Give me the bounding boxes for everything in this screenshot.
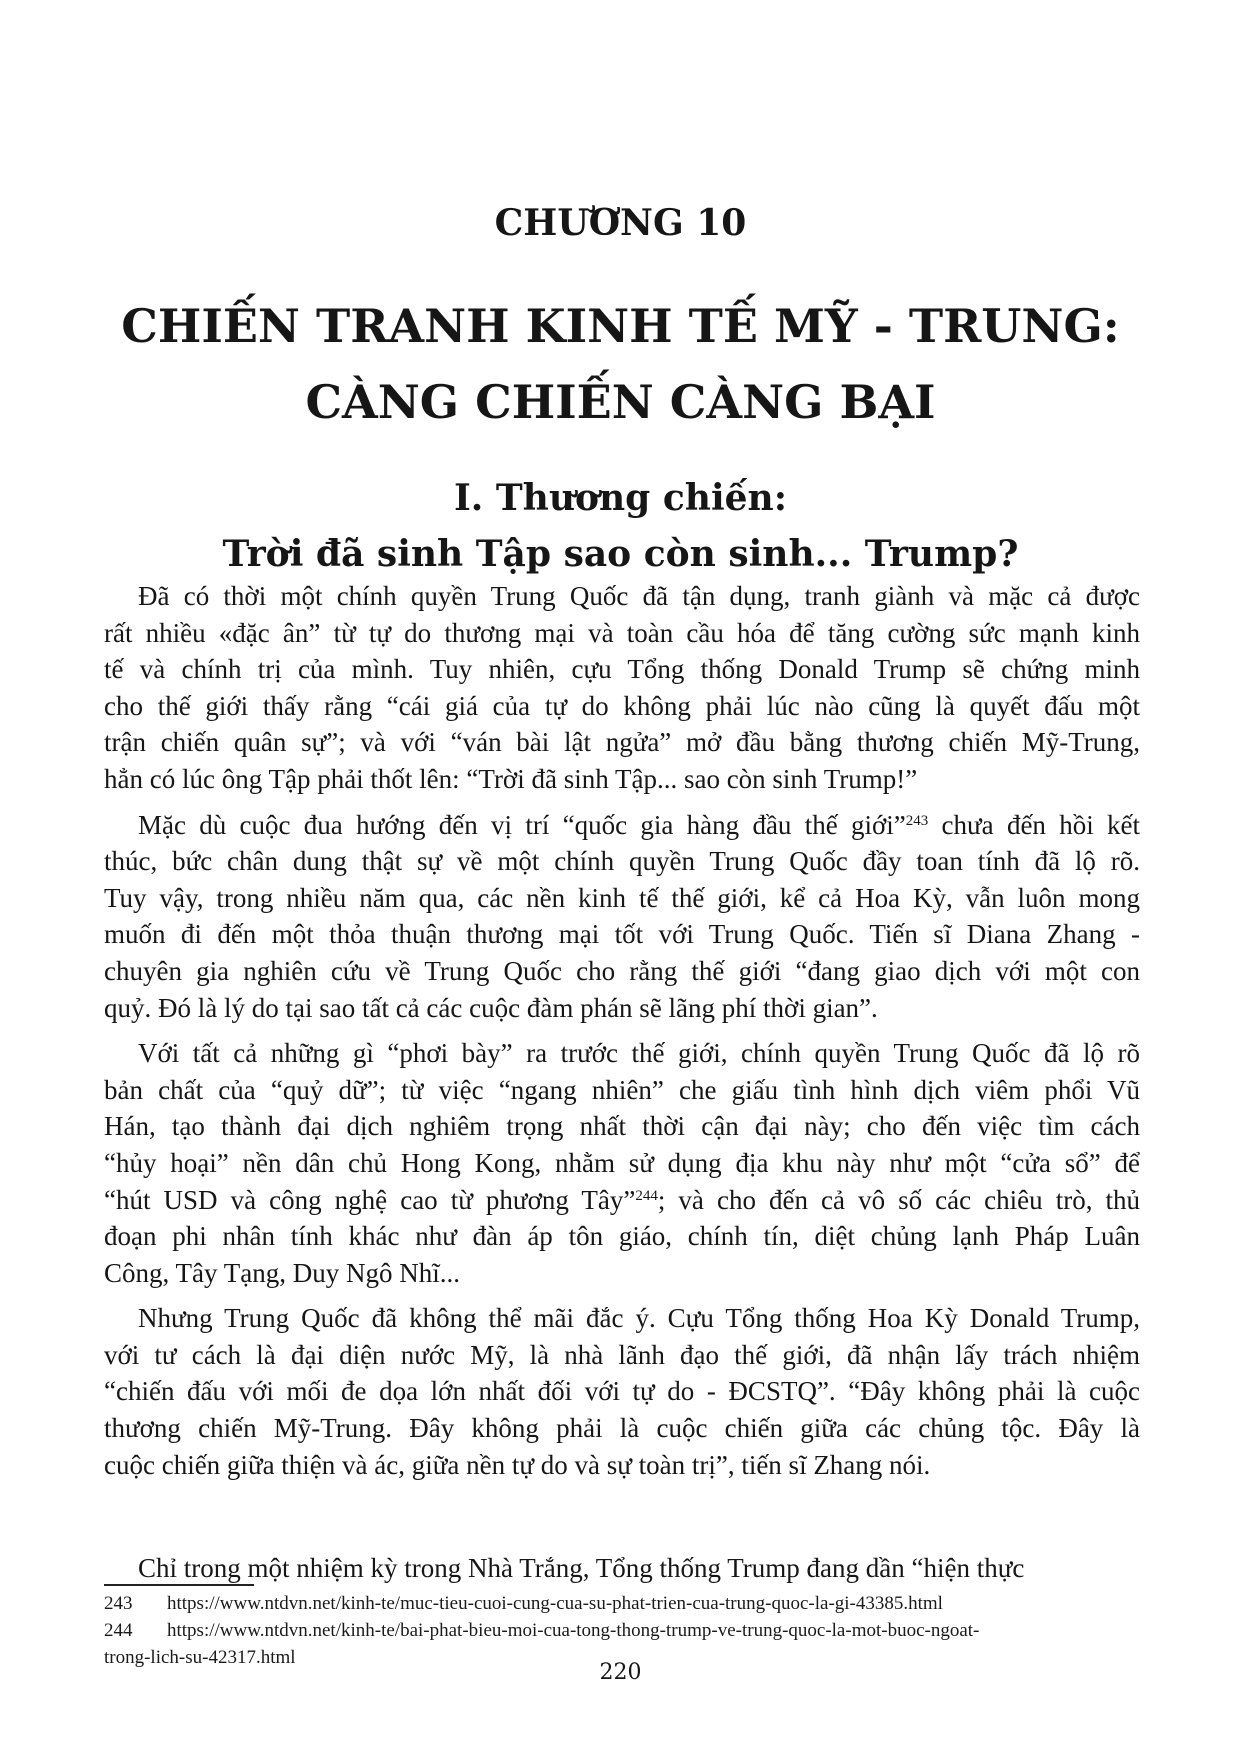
- footnote-divider: [104, 1584, 254, 1586]
- footnote-ref-244[interactable]: 244: [635, 1187, 658, 1204]
- text-line: “hủy hoại” nền dân chủ Hong Kong, nhằm sử dụng địa khu này như một “cửa sổ” để: [104, 1147, 1140, 1178]
- text-line: tế và chính trị của mình. Tuy nhiên, cựu Tổng thống Donald Trump sẽ chứng minh: [104, 654, 1140, 685]
- text-line: Đã có thời một chính quyền Trung Quốc đã tận dụng, tranh giành và mặc cả được: [138, 581, 1140, 611]
- footnote-244: [104, 1617, 1140, 1644]
- text-segment: ; và cho đến cả vô số các chiêu trò, thủ: [657, 1184, 1141, 1215]
- text-line: rất nhiều «đặc ân” từ tự do thương mại và toàn cầu hóa để tăng cường sức mạnh kinh: [104, 617, 1140, 648]
- text-line: [104, 1182, 1140, 1219]
- text-line: quỷ. Đó là lý do tại sao tất cả các cuộc đàm phán sẽ lãng phí thời gian”.: [104, 992, 878, 1023]
- footnote-244-continuation[interactable]: trong-lich-su-42317.html: [104, 1647, 296, 1668]
- paragraph: [104, 1035, 1140, 1291]
- text-line: Chỉ trong một nhiệm kỳ trong Nhà Trắng, Tổng thống Trump đang dần “hiện thực: [138, 1553, 1025, 1583]
- text-line: thương chiến Mỹ-Trung. Đây không phải là cuộc chiến giữa các chủng tộc. Đây là: [104, 1413, 1140, 1444]
- text-line: Với tất cả những gì “phơi bày” ra trước thế giới, chính quyền Trung Quốc đã lộ rõ: [138, 1038, 1140, 1069]
- text-line: muốn đi đến một thỏa thuận thương mại tốt với Trung Quốc. Tiến sĩ Diana Zhang -: [104, 919, 1140, 950]
- text-line: Nhưng Trung Quốc đã không thể mãi đắc ý. Cựu Tổng thống Hoa Kỳ Donald Trump,: [138, 1303, 1140, 1334]
- text-line: chuyên gia nghiên cứu về Trung Quốc cho rằng thế giới “đang giao dịch với một con: [104, 955, 1140, 986]
- text-line: Tuy vậy, trong nhiều năm qua, các nền kinh tế thế giới, kể cả Hoa Kỳ, vẫn luôn mong: [104, 882, 1140, 913]
- text-line: “chiến đấu với mối đe dọa lớn nhất đối với tự do - ĐCSTQ”. “Đây không phải là cuộc: [104, 1376, 1140, 1407]
- text-line: Hán, tạo thành đại dịch nghiêm trọng nhất thời cận đại này; cho đến việc tìm cách: [104, 1111, 1140, 1142]
- text-segment: “hút USD và công nghệ cao từ phương Tây”: [104, 1184, 636, 1215]
- section-title: [0, 470, 1241, 582]
- footnotes: [104, 1590, 1140, 1671]
- text-segment: chưa đến hồi kết: [928, 809, 1140, 840]
- footnote-243: [104, 1590, 1140, 1617]
- section-title-line: I. Thương chiến:: [453, 477, 788, 519]
- chapter-number: CHƯƠNG 10: [494, 202, 747, 244]
- text-segment: Mặc dù cuộc đua hướng đến vị trí “quốc gia hàng đầu thế giới”: [138, 809, 906, 840]
- paragraph: [104, 807, 1140, 1027]
- page-number: 220: [599, 1660, 642, 1685]
- chapter-title-line: CHIẾN TRANH KINH TẾ MỸ - TRUNG:: [121, 299, 1120, 353]
- paragraph: [104, 578, 1140, 798]
- text-line: cho thế giới thấy rằng “cái giá của tự do không phải lúc nào cũng là quyết đấu một: [104, 690, 1140, 721]
- text-line: cuộc chiến giữa thiện và ác, giữa nền tự do và sự toàn trị”, tiến sĩ Zhang nói.: [104, 1449, 931, 1480]
- chapter-title-line: CÀNG CHIẾN CÀNG BẠI: [305, 375, 936, 429]
- body-text: [104, 578, 1140, 1492]
- text-line: với tư cách là đại diện nước Mỹ, là nhà lãnh đạo thế giới, đã nhận lấy trách nhiệm: [104, 1339, 1140, 1370]
- text-line: thúc, bức chân dung thật sự về một chính quyền Trung Quốc đầy toan tính đã lộ rõ.: [104, 846, 1140, 877]
- footnote-link[interactable]: https://www.ntdvn.net/kinh-te/muc-tieu-cuoi-cung-cua-su-phat-trien-cua-trung-quoc-la-gi-43385.html: [167, 1593, 943, 1614]
- text-line: Công, Tây Tạng, Duy Ngô Nhĩ...: [104, 1257, 460, 1288]
- chapter-title: [0, 288, 1241, 440]
- footnote-number: 243: [104, 1593, 133, 1614]
- footnote-number: 244: [104, 1620, 133, 1641]
- footnote-ref-243[interactable]: 243: [905, 812, 929, 829]
- text-line: trận chiến quân sự”; và với “ván bài lật ngửa” mở đầu bằng thương chiến Mỹ-Trung,: [104, 727, 1140, 758]
- text-line: đoạn phi nhân tính khác như đàn áp tôn giáo, chính tín, diệt chủng lạnh Pháp Luân: [104, 1221, 1140, 1252]
- text-line: hẳn có lúc ông Tập phải thốt lên: “Trời đã sinh Tập... sao còn sinh Trump!”: [104, 763, 918, 794]
- paragraph: [104, 1300, 1140, 1483]
- text-line: bản chất của “quỷ dữ”; từ việc “ngang nhiên” che giấu tình hình dịch viêm phổi Vũ: [104, 1074, 1140, 1105]
- continuing-paragraph: [104, 1550, 1140, 1586]
- footnote-link[interactable]: https://www.ntdvn.net/kinh-te/bai-phat-bieu-moi-cua-tong-thong-trump-ve-trung-quoc-la-mot-buoc-ngoat-: [167, 1620, 980, 1641]
- text-line: [104, 807, 1140, 844]
- section-title-line: Trời đã sinh Tập sao còn sinh... Trump?: [222, 533, 1019, 575]
